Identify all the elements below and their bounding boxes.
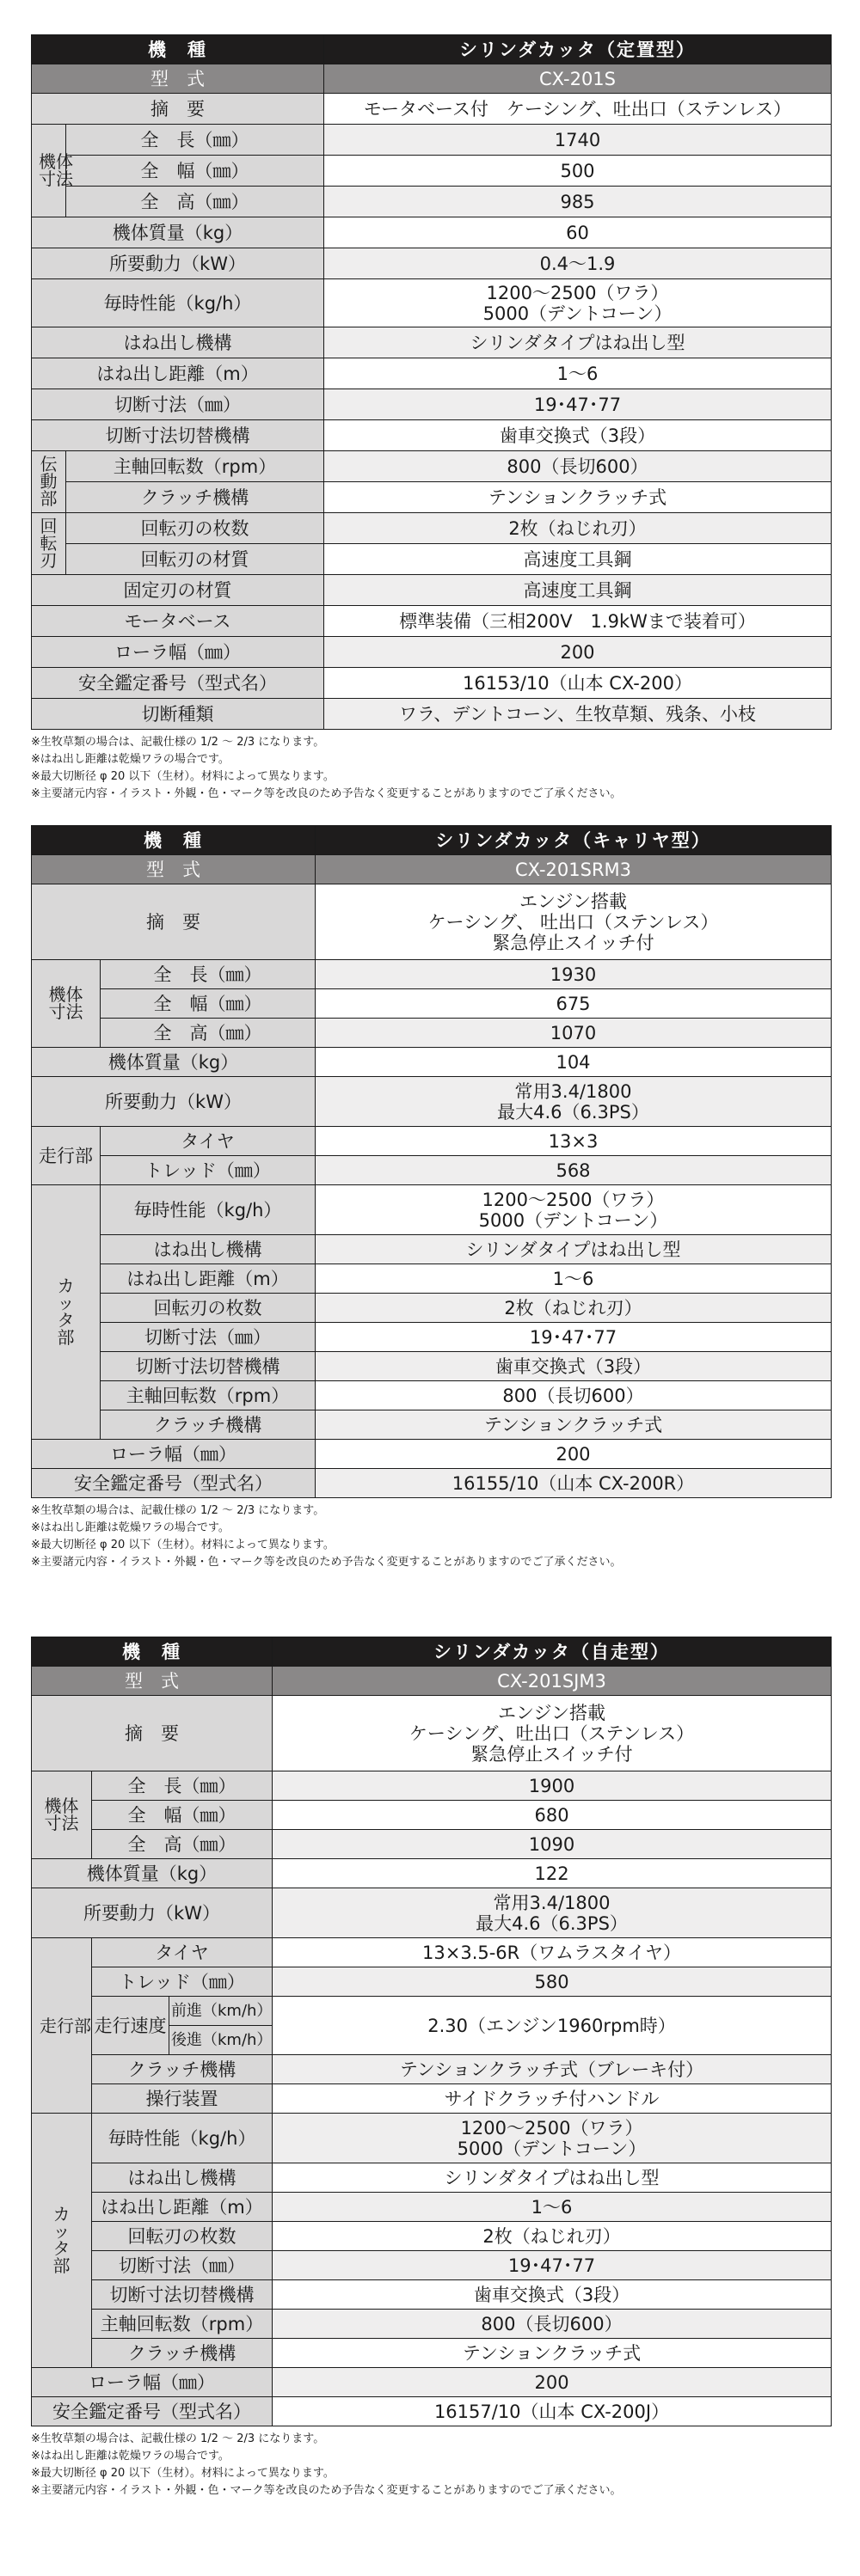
row-label: はね出し距離（m） [92,2193,273,2222]
row-value: 13×3 [316,1127,832,1156]
row-value: 16153/10（山本 CX-200） [324,668,832,699]
row-label: 回転刃の枚数 [101,1294,316,1323]
table-row [32,1127,832,1156]
footnote: ※最大切断径 φ 20 以下（生材）。材料によって異なります。 [31,1539,335,1551]
row-value: 2枚（ねじれ刃） [316,1294,832,1323]
header-machine-name: シリンダカッタ（定置型） [324,35,832,64]
table-row [32,1830,832,1859]
row-label: ローラ幅（㎜） [32,2368,273,2397]
row-label: トレッド（㎜） [101,1156,316,1185]
header-label: 機 種 [32,1637,273,1667]
row-value: 1200〜2500（ワラ） 5000（デントコーン） [324,279,832,327]
row-label: 所要動力（kW） [32,1888,273,1938]
group-label: 回転刃 [32,513,66,575]
row-value: 常用3.4/1800 最大4.6（6.3PS） [316,1077,832,1127]
table-row [32,187,832,217]
table-row [32,1235,832,1264]
footnote: ※はね出し距離は乾燥ワラの場合です。 [31,753,230,766]
row-value: 60 [324,217,832,248]
table-row [32,451,832,482]
row-label: ローラ幅（㎜） [32,637,324,668]
model-label: 型 式 [32,1667,273,1696]
footnotes [31,2431,831,2500]
spec-table-self-propelled [31,1637,831,2500]
row-label: 切断寸法（㎜） [92,2251,273,2280]
row-value: 歯車交換式（3段） [316,1352,832,1381]
row-label: 全 幅（㎜） [101,989,316,1019]
row-value: テンションクラッチ式 [324,482,832,513]
row-value: 122 [273,1859,832,1888]
header-machine-name: シリンダカッタ（キャリヤ型） [316,826,832,855]
table-row [32,1859,832,1888]
row-value: 標準装備（三相200V 1.9kWまで装着可） [324,606,832,637]
row-value: 19･47･77 [316,1323,832,1352]
row-label: 全 高（㎜） [92,1830,273,1859]
model-value: CX-201SRM3 [316,855,832,884]
header-row [32,826,832,855]
row-value: モータベース付 ケーシング、吐出口（ステンレス） [324,94,832,125]
model-row [32,1667,832,1696]
row-value: 0.4〜1.9 [324,248,832,279]
row-label: 摘 要 [32,1696,273,1771]
table-row [32,1294,832,1323]
footnote: ※最大切断径 φ 20 以下（生材）。材料によって異なります。 [31,2467,335,2480]
row-label: 機体質量（kg） [32,1859,273,1888]
table-row [32,1888,832,1938]
row-value: テンションクラッチ式 [273,2339,832,2368]
group-label: 走行部 [32,1127,101,1185]
row-value: 675 [316,989,832,1019]
table-row [32,1771,832,1801]
row-label: モータベース [32,606,324,637]
table-row [32,2339,832,2368]
table-row [32,279,832,327]
header-machine-name: シリンダカッタ（自走型） [273,1637,832,1667]
row-value: 680 [273,1801,832,1830]
table-row [32,2280,832,2310]
table-row [32,1019,832,1048]
row-label: 切断寸法（㎜） [101,1323,316,1352]
row-value: 1930 [316,960,832,989]
sub-row-label: 前進（km/h） [169,1997,273,2026]
row-value: 1070 [316,1019,832,1048]
row-label: 切断寸法切替機構 [92,2280,273,2310]
spec-table-stationary [31,34,831,803]
table-row [32,482,832,513]
row-value: 1900 [273,1771,832,1801]
row-label: 機体質量（kg） [32,1048,316,1077]
table-row [32,544,832,575]
footnotes [31,1502,831,1571]
row-label: 主軸回転数（rpm） [66,451,324,482]
table-row [32,1381,832,1410]
group-label: 伝動部 [32,451,66,513]
group-label: カッタ部 [32,1185,101,1440]
row-label: クラッチ機構 [92,2339,273,2368]
spec-table-carrier [31,825,831,1571]
row-label: 毎時性能（kg/h） [92,2114,273,2163]
footnote: ※はね出し距離は乾燥ワラの場合です。 [31,1521,230,1534]
row-label: 全 幅（㎜） [66,156,324,187]
table-row [32,1967,832,1997]
row-value: 104 [316,1048,832,1077]
row-value: サイドクラッチ付ハンドル [273,2084,832,2114]
group-label: 機体寸法 [32,960,101,1048]
row-value: 200 [316,1440,832,1469]
row-label: はね出し機構 [92,2163,273,2193]
row-value: 985 [324,187,832,217]
header-label: 機 種 [32,35,324,64]
row-label: タイヤ [101,1127,316,1156]
row-label: 操行装置 [92,2084,273,2114]
row-label: 毎時性能（kg/h） [101,1185,316,1235]
row-label: 固定刃の材質 [32,575,324,606]
row-label: 回転刃の枚数 [66,513,324,544]
table-row [32,1048,832,1077]
row-value: 19･47･77 [324,389,832,420]
table-row [32,960,832,989]
sub-row-label: 後進（km/h） [169,2026,273,2055]
row-label: はね出し機構 [101,1235,316,1264]
table-row [32,1323,832,1352]
header-row [32,1637,832,1667]
row-value: 1200〜2500（ワラ） 5000（デントコーン） [316,1185,832,1235]
table-row [32,637,832,668]
table-row [32,668,832,699]
footnote: ※生牧草類の場合は、記載仕様の 1/2 〜 2/3 になります。 [31,1504,325,1517]
row-label: はね出し距離（m） [101,1264,316,1294]
row-value: 16155/10（山本 CX-200R） [316,1469,832,1498]
table-row [32,2114,832,2163]
table-row [32,1185,832,1235]
row-label: クラッチ機構 [101,1410,316,1440]
table-row [32,575,832,606]
row-value: 1〜6 [316,1264,832,1294]
footnote: ※生牧草類の場合は、記載仕様の 1/2 〜 2/3 になります。 [31,736,325,749]
group-label: 機体寸法 [32,1771,92,1859]
model-label: 型 式 [32,64,324,94]
model-row [32,855,832,884]
row-label: ローラ幅（㎜） [32,1440,316,1469]
table-row [32,1352,832,1381]
row-label: トレッド（㎜） [92,1967,273,1997]
table-row [32,389,832,420]
row-value: エンジン搭載 ケーシング、 吐出口（ステンレス） 緊急停止スイッチ付 [316,884,832,960]
row-value: 1090 [273,1830,832,1859]
row-value: 800（長切600） [273,2310,832,2339]
header-row [32,35,832,64]
row-value: シリンダタイプはね出し型 [273,2163,832,2193]
row-label: 回転刃の材質 [66,544,324,575]
row-label: 安全鑑定番号（型式名） [32,668,324,699]
row-value: 1740 [324,125,832,156]
row-value: 歯車交換式（3段） [273,2280,832,2310]
model-value: CX-201SJM3 [273,1667,832,1696]
row-value: 1〜6 [324,358,832,389]
table-row [32,125,832,156]
row-value: 2枚（ねじれ刃） [324,513,832,544]
row-value: シリンダタイプはね出し型 [316,1235,832,1264]
table-row [32,1997,832,2026]
table-row [32,1801,832,1830]
row-value: テンションクラッチ式（ブレーキ付） [273,2055,832,2084]
footnote: ※主要諸元内容・イラスト・外観・色・マーク等を改良のため予告なく変更することがありますのでご了承ください。 [31,2484,622,2497]
table-row [32,94,832,125]
table-row [32,358,832,389]
table-row [32,217,832,248]
table-row [32,1264,832,1294]
table-row [32,884,832,960]
footnote: ※生牧草類の場合は、記載仕様の 1/2 〜 2/3 になります。 [31,2432,325,2445]
row-value: 2.30（エンジン1960rpm時） [273,1997,832,2055]
table-row [32,2222,832,2251]
footnote: ※主要諸元内容・イラスト・外観・色・マーク等を改良のため予告なく変更することがありますのでご了承ください。 [31,787,622,800]
table-row [32,2084,832,2114]
row-label: 摘 要 [32,94,324,125]
row-value: 19･47･77 [273,2251,832,2280]
table-row [32,2163,832,2193]
row-label: タイヤ [92,1938,273,1967]
row-value: 高速度工具鋼 [324,575,832,606]
row-label: 所要動力（kW） [32,248,324,279]
row-label: 安全鑑定番号（型式名） [32,1469,316,1498]
row-value: 800（長切600） [316,1381,832,1410]
table-row [32,1156,832,1185]
row-label: 切断種類 [32,699,324,730]
table-row [32,1938,832,1967]
row-label: 主軸回転数（rpm） [92,2310,273,2339]
table-row [32,248,832,279]
table-row [32,2310,832,2339]
row-value: 2枚（ねじれ刃） [273,2222,832,2251]
row-value: テンションクラッチ式 [316,1410,832,1440]
row-label: 走行速度 [92,1997,169,2055]
row-value: シリンダタイプはね出し型 [324,327,832,358]
row-label: 切断寸法（㎜） [32,389,324,420]
row-value: 1〜6 [273,2193,832,2222]
row-label: 安全鑑定番号（型式名） [32,2397,273,2426]
row-value: 常用3.4/1800 最大4.6（6.3PS） [273,1888,832,1938]
row-label: 機体質量（kg） [32,217,324,248]
table-row [32,2397,832,2426]
table-row [32,1077,832,1127]
row-value: 高速度工具鋼 [324,544,832,575]
footnote: ※最大切断径 φ 20 以下（生材）。材料によって異なります。 [31,770,335,783]
row-label: 毎時性能（kg/h） [32,279,324,327]
row-value: 500 [324,156,832,187]
group-label: 機体寸法 [32,125,66,217]
table-row [32,606,832,637]
group-label: カッタ部 [32,2114,92,2368]
row-label: 回転刃の枚数 [92,2222,273,2251]
table-row [32,2368,832,2397]
row-label: 主軸回転数（rpm） [101,1381,316,1410]
table-row [32,156,832,187]
row-value: 16157/10（山本 CX-200J） [273,2397,832,2426]
table-row [32,327,832,358]
row-label: クラッチ機構 [66,482,324,513]
row-value: エンジン搭載 ケーシング、吐出口（ステンレス） 緊急停止スイッチ付 [273,1696,832,1771]
footnotes [31,734,831,803]
row-value: 200 [273,2368,832,2397]
table-row [32,2055,832,2084]
row-label: 全 長（㎜） [92,1771,273,1801]
row-value: 200 [324,637,832,668]
row-label: はね出し機構 [32,327,324,358]
table-row [32,1469,832,1498]
row-label: 全 高（㎜） [101,1019,316,1048]
table-row [32,699,832,730]
row-value: ワラ、デントコーン、生牧草類、残条、小枝 [324,699,832,730]
row-label: 切断寸法切替機構 [32,420,324,451]
row-label: 全 長（㎜） [101,960,316,989]
row-value: 580 [273,1967,832,1997]
row-value: 13×3.5-6R（ワムラスタイヤ） [273,1938,832,1967]
row-label: 全 高（㎜） [66,187,324,217]
table-row [32,1410,832,1440]
row-label: 所要動力（kW） [32,1077,316,1127]
row-label: 全 長（㎜） [66,125,324,156]
footnote: ※はね出し距離は乾燥ワラの場合です。 [31,2450,230,2463]
row-value: 568 [316,1156,832,1185]
header-label: 機 種 [32,826,316,855]
row-value: 1200〜2500（ワラ） 5000（デントコーン） [273,2114,832,2163]
model-row [32,64,832,94]
table-row [32,2251,832,2280]
table-row [32,420,832,451]
row-label: はね出し距離（m） [32,358,324,389]
footnote: ※主要諸元内容・イラスト・外観・色・マーク等を改良のため予告なく変更することがありますのでご了承ください。 [31,1556,622,1569]
table-row [32,989,832,1019]
row-value: 800（長切600） [324,451,832,482]
row-label: 全 幅（㎜） [92,1801,273,1830]
row-label: 摘 要 [32,884,316,960]
table-row [32,1696,832,1771]
row-label: 切断寸法切替機構 [101,1352,316,1381]
row-value: 歯車交換式（3段） [324,420,832,451]
table-row [32,2193,832,2222]
model-value: CX-201S [324,64,832,94]
table-row [32,1440,832,1469]
group-label: 走行部 [32,1938,92,2114]
model-label: 型 式 [32,855,316,884]
table-row [32,513,832,544]
row-label: クラッチ機構 [92,2055,273,2084]
